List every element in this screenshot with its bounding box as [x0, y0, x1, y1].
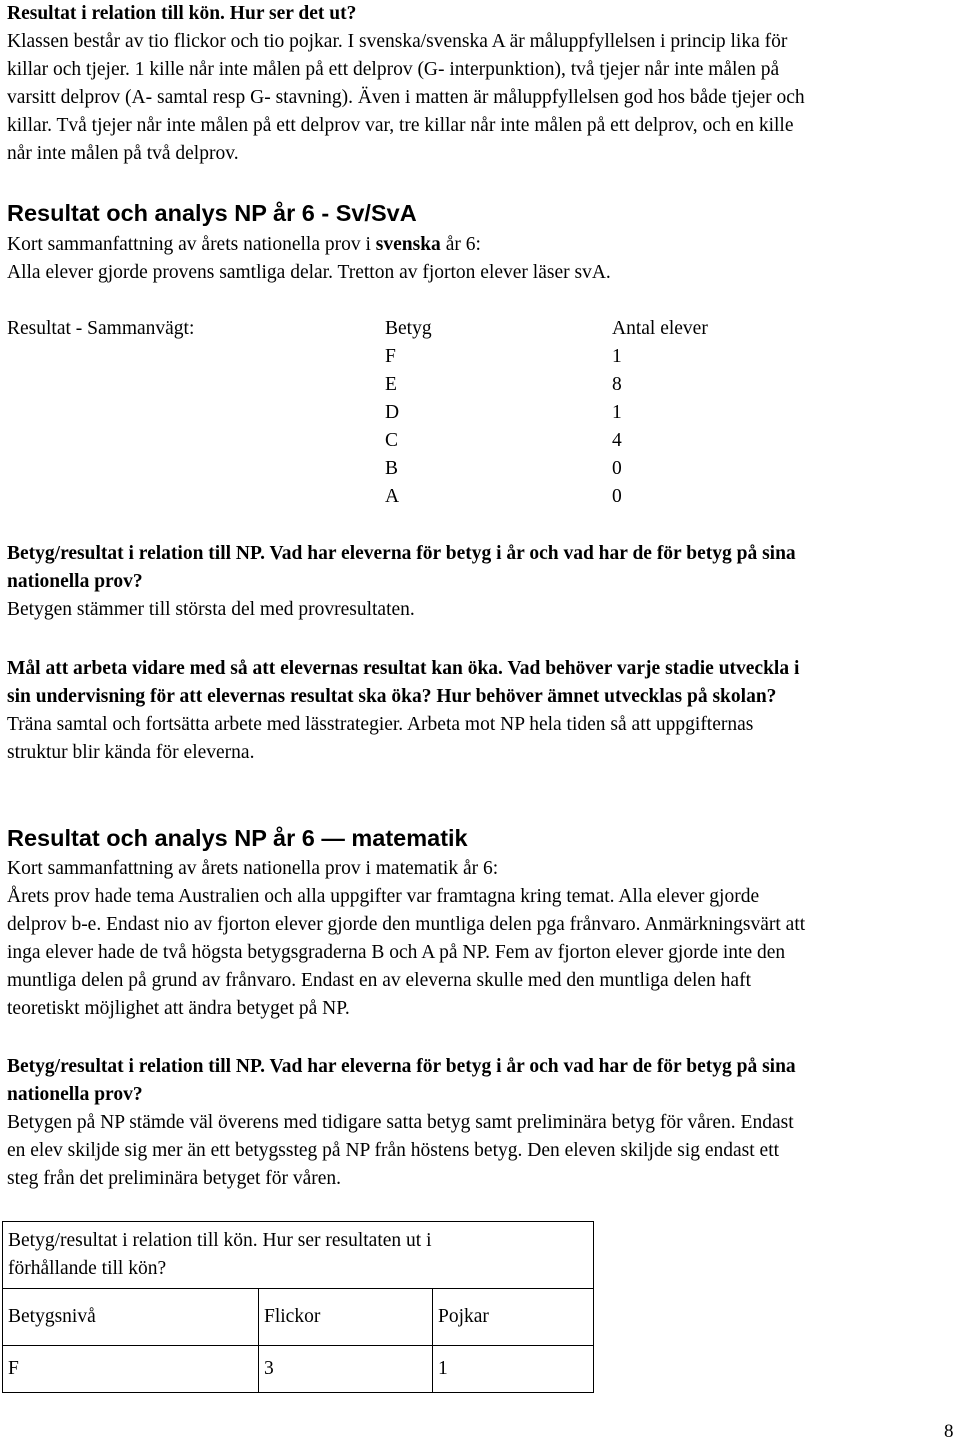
matematik-q1: Betyg/resultat i relation till NP. Vad har eleverna för betyg i år och vad har de för betyg på sina nationella prov? Betygen på NP stämde väl överens med tidigare satta betyg samt preliminära betyg för våren. Endast en elev skiljde sig mer än ett betygssteg på NP från höstens betyg. Den eleven skiljde sig endast ett steg från det preliminära betyget för våren.: [7, 1053, 955, 1193]
svenska-q2: Mål att arbeta vidare med så att elevernas resultat kan öka. Vad behöver varje stadie utveckla i sin undervisning för att elevernas resultat ska öka? Hur behöver ämnet utvecklas på skolan? Träna samtal och fortsätta arbete med lässtrategier. Arbeta mot NP hela tiden så att uppgifternas struktur blir kända för eleverna.: [7, 655, 955, 767]
count-cell: 0: [612, 458, 622, 479]
gender-results-table: [2, 1221, 594, 1393]
table-row: [3, 1346, 594, 1393]
count-cell: 1: [612, 402, 622, 423]
count-cell: 0: [612, 486, 622, 507]
intro-line: killar och tjejer. 1 kille når inte målen på ett delprov (G- interpunktion), två tjejer når inte målen på: [7, 59, 780, 80]
table-cell: 3: [259, 1346, 433, 1393]
grade-cell: F: [385, 346, 396, 367]
count-cell: 8: [612, 374, 622, 395]
results-label: Resultat - Sammanvägt:: [7, 318, 195, 339]
table-cell: F: [3, 1346, 259, 1393]
matematik-body: Årets prov hade tema Australien och alla uppgifter var framtagna kring temat. Alla elever gjorde delprov b-e. Endast nio av fjorton elever gjorde den muntliga delen pga frånvaro. Anmärkningsvärt att inga elever hade de två högsta betygsgraderna B och A på NP. Fem av fjorton elever gjorde inte den muntliga delen på grund av frånvaro. Endast en av eleverna skulle med den muntliga delen haft teoretiskt möjlighet att ändra betyget på NP.: [7, 886, 806, 1019]
count-column-header: Antal elever: [612, 318, 708, 339]
table-question-row: [3, 1222, 594, 1289]
table-question-cell: Betyg/resultat i relation till kön. Hur ser resultaten ut i förhållande till kön?: [3, 1222, 594, 1289]
header-cell: Pojkar: [433, 1289, 594, 1346]
grade-cell: D: [385, 402, 400, 423]
grade-cell: C: [385, 430, 399, 451]
header-cell: Flickor: [259, 1289, 433, 1346]
table-header-row: [3, 1289, 594, 1346]
svenska-summary: Kort sammanfattning av årets nationella prov i svenska år 6:: [7, 234, 481, 255]
intro-line: varsitt delprov (A- samtal resp G- stavning). Även i matten är måluppfyllelsen god hos både tjejer och: [7, 87, 805, 108]
matematik-heading: Resultat och analys NP år 6 — matematik: [7, 825, 468, 851]
intro-line: Klassen består av tio flickor och tio pojkar. I svenska/svenska A är måluppfyllelsen i princip lika för: [7, 31, 788, 52]
svenska-heading: Resultat och analys NP år 6 - Sv/SvA: [7, 200, 417, 226]
matematik-a1: steg från det preliminära betyget för våren.: [7, 1168, 342, 1189]
svenska-summary-line2: Alla elever gjorde provens samtliga delar. Tretton av fjorton elever läser svA.: [7, 262, 611, 283]
intro-heading: Resultat i relation till kön. Hur ser det ut?: [7, 3, 357, 24]
intro-line: killar. Två tjejer når inte målen på ett delprov var, tre killar når inte målen på ett delprov, och en kille: [7, 115, 794, 136]
grade-cell: A: [385, 486, 400, 507]
grade-column-header: Betyg: [385, 318, 432, 339]
grade-cell: B: [385, 458, 399, 479]
intro-section: [7, 0, 955, 168]
count-cell: 1: [612, 346, 622, 367]
table-cell: 1: [433, 1346, 594, 1393]
svenska-a2: struktur blir kända för eleverna.: [7, 742, 255, 763]
svenska-a2: Träna samtal och fortsätta arbete med lässtrategier. Arbeta mot NP hela tiden så att uppgifternas: [7, 714, 754, 735]
matematik-a1: en elev skiljde sig mer än ett betygssteg på NP från höstens betyg. Den eleven skiljde sig endast ett: [7, 1140, 780, 1161]
header-cell: Betygsnivå: [3, 1289, 259, 1346]
grade-cell: E: [385, 374, 397, 395]
page-number: 8: [944, 1421, 954, 1442]
svenska-a1: Betygen stämmer till största del med provresultaten.: [7, 599, 415, 620]
matematik-summary: Kort sammanfattning av årets nationella prov i matematik år 6:: [7, 858, 499, 879]
svenska-q1: Betyg/resultat i relation till NP. Vad har eleverna för betyg i år och vad har de för betyg på sina nationella prov? Betygen stämmer till största del med provresultaten.: [7, 540, 955, 624]
count-cell: 4: [612, 430, 622, 451]
intro-line: når inte målen på två delprov.: [7, 143, 239, 164]
matematik-a1: Betygen på NP stämde väl överens med tidigare satta betyg samt preliminära betyg för våren. Endast: [7, 1112, 794, 1133]
